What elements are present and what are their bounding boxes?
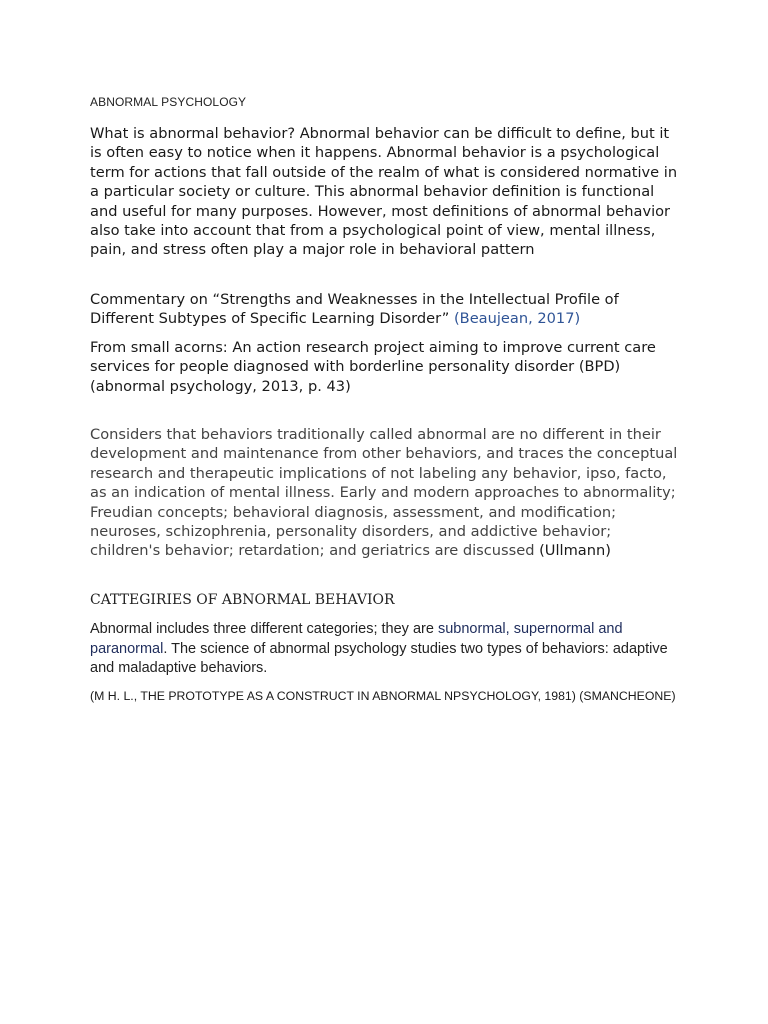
categories-heading: CATTEGIRIES OF ABNORMAL BEHAVIOR bbox=[90, 592, 395, 608]
categories-highlight: subnormal, supernormal and paranormal bbox=[90, 621, 623, 657]
paragraph-abnormal-behavior-definition: What is abnormal behavior? Abnormal behavior can be difficult to define, but it is often easy to notice when it happens. Abnormal behavior is a psychological term for actions that fall outside of the realm of what is considered normative in a particular society or culture. This abnormal behavior definition is functional and useful for many purposes. However, most definitions of abnormal behavior also take into account that from a psychological point of view, mental illness, pain, and stress often play a major role in behavioral pattern bbox=[90, 125, 678, 259]
ullmann-summary-text: Considers that behaviors traditionally called abnormal are no different in their development and maintenance from other behaviors, and traces the conceptual research and therapeutic implications of not labeling any behavior, ipso, facto, as an indication of mental illness. Early and modern approaches to abnormality; Freudian concepts; behavioral diagnosis, assessment, and modification; neuroses, schizophrenia, personality disorders, and addictive behavior; children's behavior; retardation; and geriatrics are discussed bbox=[90, 426, 678, 560]
citation-ullmann: (Ullmann) bbox=[539, 542, 611, 560]
commentary-text: Commentary on “Strengths and Weaknesses in the Intellectual Profile of Different Subtypes of Specific Learning Disorder” bbox=[90, 291, 619, 328]
categories-text-after: . The science of abnormal psychology studies two types of behaviors: adaptive and maladaptive behaviors. bbox=[90, 640, 668, 676]
categories-text-before: Abnormal includes three different categories; they are bbox=[90, 621, 438, 637]
paragraph-action-research: From small acorns: An action research project aiming to improve current care services for people diagnosed with borderline personality disorder (BPD) (abnormal psychology, 2013, p. 43) bbox=[90, 339, 656, 395]
paragraph-ullmann-summary bbox=[90, 425, 680, 561]
document-title: ABNORMAL PSYCHOLOGY bbox=[90, 95, 247, 109]
citation-beaujean: (Beaujean, 2017) bbox=[453, 310, 581, 328]
paragraph-commentary bbox=[90, 290, 680, 329]
reference-line: (M H. L., THE PROTOTYPE AS A CONSTRUCT IN ABNORMAL NPSYCHOLOGY, 1981) (SMANCHEONE) bbox=[90, 689, 676, 703]
paragraph-categories bbox=[90, 620, 680, 679]
